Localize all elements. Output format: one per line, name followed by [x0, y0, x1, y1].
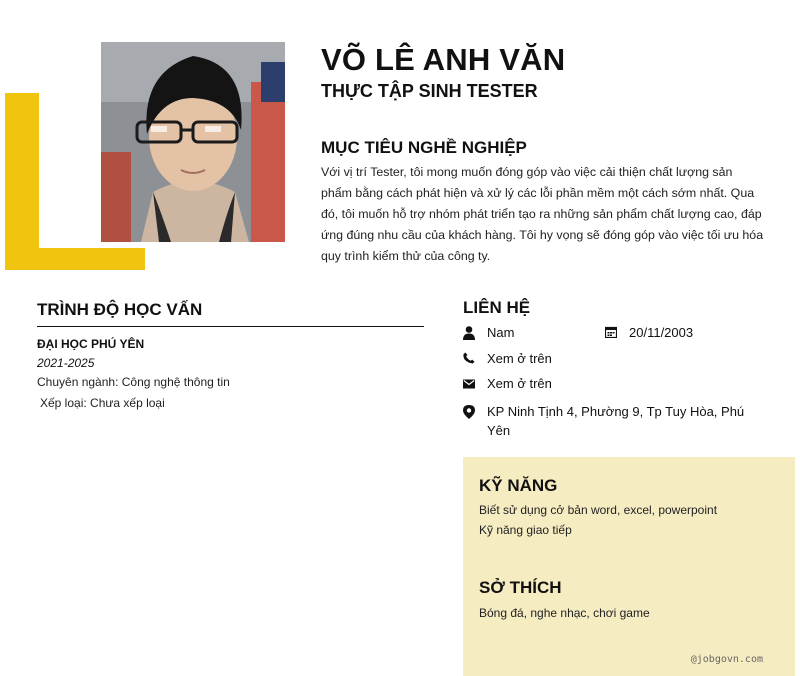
accent-bar-vertical: [5, 93, 39, 270]
contact-phone: [463, 351, 552, 367]
education-heading: TRÌNH ĐỘ HỌC VẤN: [37, 300, 203, 319]
education-divider: [37, 326, 424, 327]
location-pin-icon: [463, 402, 487, 424]
address-value: KP Ninh Tịnh 4, Phường 9, Tp Tuy Hòa, Phú Yên: [487, 404, 745, 438]
profile-photo: [101, 42, 285, 242]
gender-value: Nam: [487, 325, 515, 340]
phone-value: Xem ở trên: [487, 351, 552, 366]
skills-hobbies-panel: [463, 457, 795, 676]
school-name: ĐẠI HỌC PHÚ YÊN: [37, 337, 145, 351]
objective-heading: MỤC TIÊU NGHỀ NGHIỆP: [321, 138, 527, 157]
skill-item: Biết sử dụng cở bản word, excel, powerpoint: [479, 503, 718, 517]
contact-heading: LIÊN HỆ: [463, 298, 531, 317]
candidate-name: VÕ LÊ ANH VĂN: [321, 42, 566, 77]
skills-heading: KỸ NĂNG: [479, 476, 558, 495]
major: Chuyên ngành: Công nghệ thông tin: [37, 375, 230, 389]
phone-icon: [463, 351, 487, 367]
skill-item: Kỹ năng giao tiếp: [479, 523, 572, 537]
accent-bar-horizontal: [5, 248, 145, 270]
dob-value: 20/11/2003: [629, 325, 694, 340]
mail-icon: [463, 376, 487, 392]
contact-gender: [463, 325, 514, 343]
study-years: 2021-2025: [37, 356, 95, 370]
job-title: THỰC TẬP SINH TESTER: [321, 81, 538, 101]
person-icon: [463, 325, 487, 343]
contact-email: [463, 376, 552, 392]
contact-address: [463, 402, 763, 440]
contact-dob: [605, 325, 693, 341]
watermark: @jobgovn.com: [690, 654, 763, 665]
calendar-icon: [605, 325, 629, 341]
objective-text: Với vị trí Tester, tôi mong muốn đóng góp vào việc cải thiện chất lượng sản phẩm bằng cách phát hiện và xử lý các lỗi phần mềm một cách sớm nhất. Qua đó, tôi muốn hỗ trợ nhóm phát triển tạo ra những sản phẩm chất lượng cao, đáp ứng đúng nhu cầu của khách hàng. Tôi hy vọng sẽ đóng góp vào việc tối ưu hóa quy trình kiểm thử của công ty.: [321, 165, 764, 263]
rank: Xếp loại: Chưa xếp loại: [40, 396, 165, 410]
email-value: Xem ở trên: [487, 376, 552, 391]
hobbies-heading: SỞ THÍCH: [479, 578, 562, 597]
hobbies-text: Bóng đá, nghe nhạc, chơi game: [479, 606, 650, 620]
